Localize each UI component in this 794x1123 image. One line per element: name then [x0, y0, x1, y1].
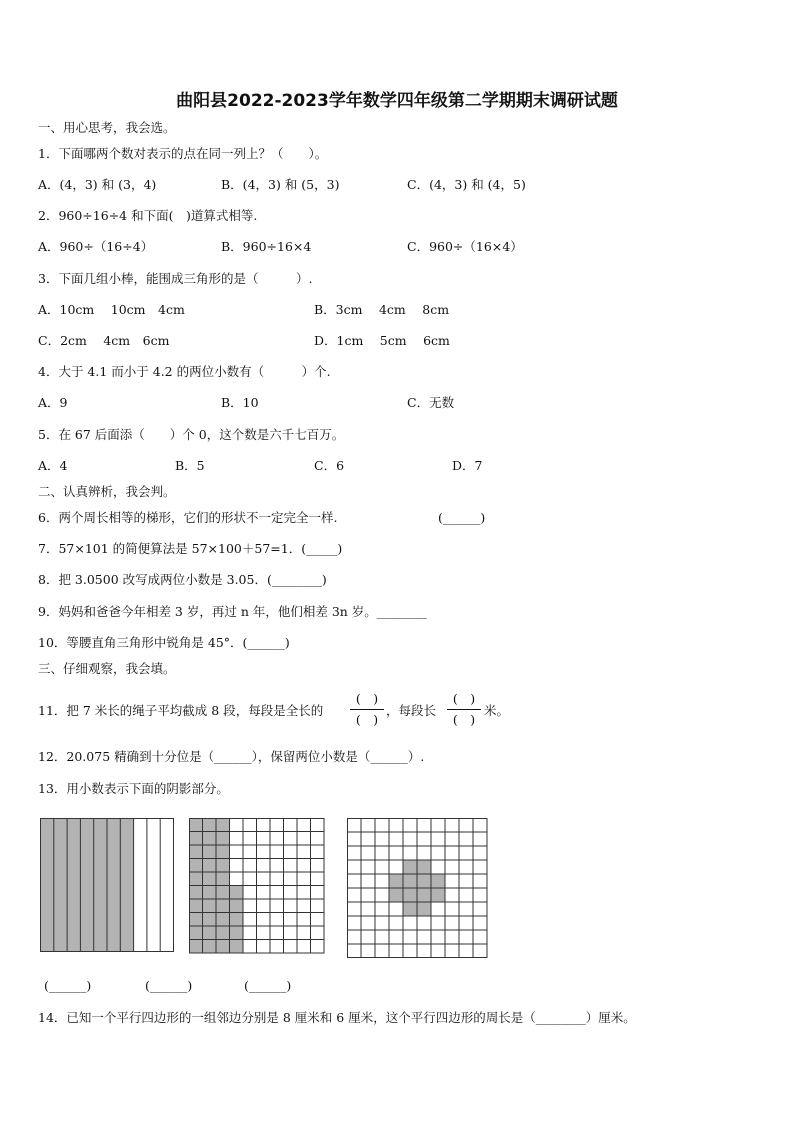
q3-option-a: A．10cm 10cm 4cm	[38, 302, 185, 317]
q3-option-c: C．2cm 4cm 6cm	[38, 333, 170, 348]
question-11-part-1: 11．把 7 米长的绳子平均截成 8 段，每段是全长的	[38, 703, 324, 718]
question-9: 9．妈妈和爸爸今年相差 3 岁，再过 n 年，他们相差 3n 岁。________	[38, 604, 427, 619]
page-title: 曲阳县2022-2023学年数学四年级第二学期期末调研试题	[176, 91, 618, 111]
question-12: 12．20.075 精确到十分位是（______），保留两位小数是（______）.	[38, 749, 425, 764]
question-11-part-2: ，每段长	[386, 703, 437, 718]
fraction-denominator-blank: ( )	[355, 712, 379, 727]
q11-fraction-1[interactable]	[350, 690, 384, 729]
section-2-heading: 二、认真辨析，我会判。	[38, 484, 176, 499]
question-7: 7．57×101 的简便算法是 57×100＋57=1．(_____)	[38, 541, 343, 556]
figure-3-grid	[347, 818, 488, 958]
q6-answer-blank[interactable]: (______)	[438, 510, 486, 525]
q2-option-a: A．960÷（16÷4）	[38, 239, 154, 254]
section-1-heading: 一、用心思考，我会选。	[38, 120, 176, 135]
fraction-denominator-blank: ( )	[452, 712, 476, 727]
question-3: 3．下面几组小棒，能围成三角形的是（ ）.	[38, 271, 313, 286]
q5-option-c: C．6	[314, 458, 345, 473]
q1-option-b: B．(4，3) 和 (5，3)	[221, 177, 340, 192]
question-1: 1．下面哪两个数对表示的点在同一列上？（ ）。	[38, 146, 328, 161]
question-6: 6．两个周长相等的梯形，它们的形状不一定完全一样.	[38, 510, 338, 525]
question-4: 4．大于 4.1 而小于 4.2 的两位小数有（ ）个.	[38, 364, 331, 379]
figure-1-strips	[40, 818, 174, 952]
q4-option-b: B．10	[221, 395, 259, 410]
q5-option-b: B．5	[175, 458, 205, 473]
q11-fraction-2[interactable]	[447, 690, 481, 729]
question-5: 5．在 67 后面添（ ）个 0，这个数是六千七百万。	[38, 427, 345, 442]
q13-blank-1[interactable]: (______)	[44, 978, 92, 993]
fraction-numerator-blank: ( )	[355, 691, 379, 706]
q3-option-d: D．1cm 5cm 6cm	[314, 333, 450, 348]
q1-option-c: C．(4，3) 和 (4，5)	[407, 177, 526, 192]
q4-option-a: A．9	[38, 395, 68, 410]
question-13: 13．用小数表示下面的阴影部分。	[38, 781, 229, 796]
q2-option-b: B．960÷16×4	[221, 239, 312, 254]
q3-option-b: B．3cm 4cm 8cm	[314, 302, 450, 317]
question-8: 8．把 3.0500 改写成两位小数是 3.05．(________)	[38, 572, 327, 587]
question-10: 10．等腰直角三角形中锐角是 45°．(______)	[38, 635, 290, 650]
q13-blank-2[interactable]: (______)	[145, 978, 193, 993]
fraction-numerator-blank: ( )	[452, 691, 476, 706]
question-2: 2．960÷16÷4 和下面( )道算式相等.	[38, 208, 258, 223]
question-11-part-3: 米。	[484, 703, 510, 718]
q4-option-c: C．无数	[407, 395, 455, 410]
question-14: 14．已知一个平行四边形的一组邻边分别是 8 厘米和 6 厘米，这个平行四边形的周长是（________）厘米。	[38, 1010, 636, 1025]
q5-option-d: D．7	[452, 458, 483, 473]
q2-option-c: C．960÷（16×4）	[407, 239, 523, 254]
q5-option-a: A．4	[38, 458, 68, 473]
q13-blank-3[interactable]: (______)	[244, 978, 292, 993]
fraction-bar	[447, 709, 481, 710]
section-3-heading: 三、仔细观察，我会填。	[38, 661, 176, 676]
figure-2-grid	[189, 818, 325, 954]
q1-option-a: A．(4，3) 和 (3，4)	[38, 177, 157, 192]
fraction-bar	[350, 709, 384, 710]
